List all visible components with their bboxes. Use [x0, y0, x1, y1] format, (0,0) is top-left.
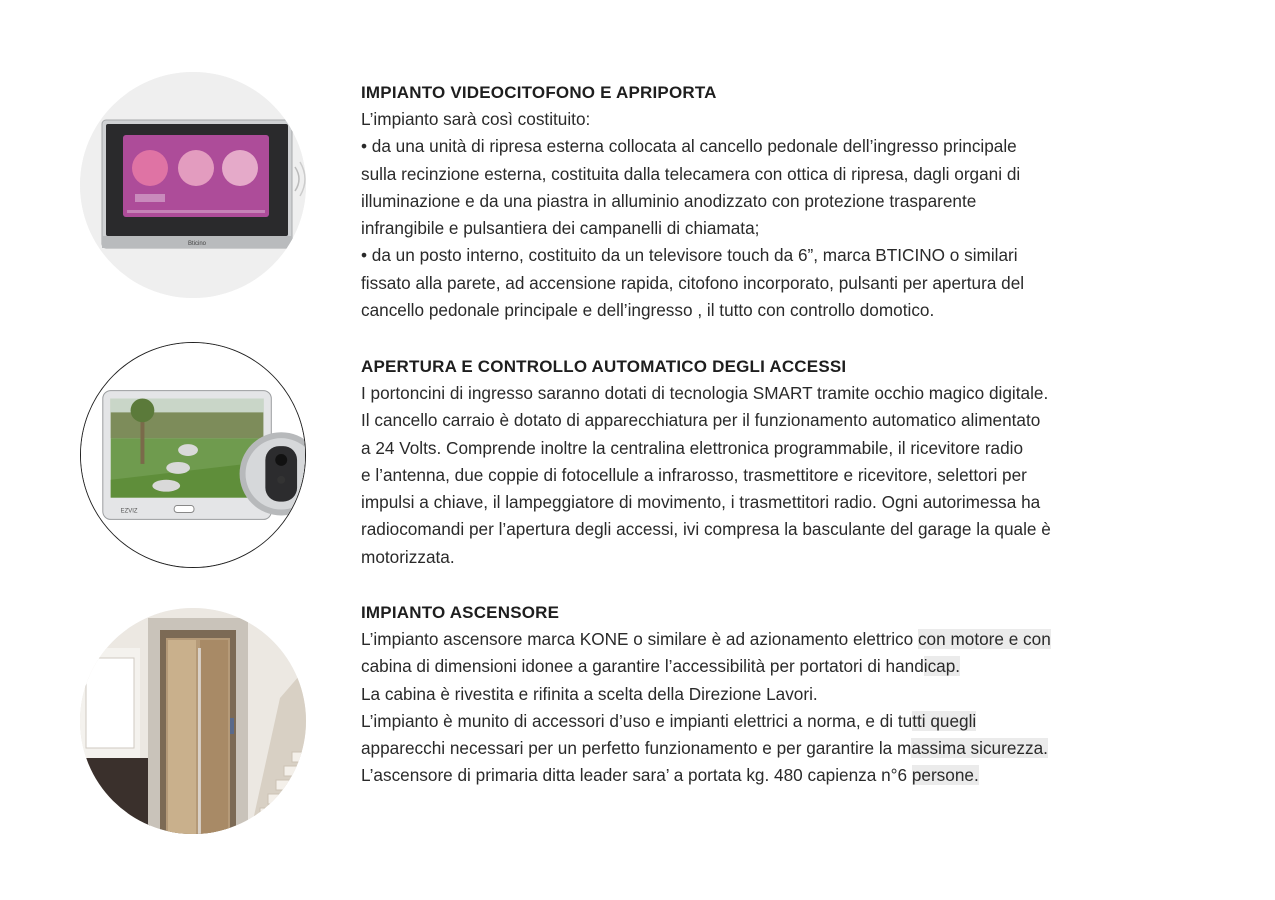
intercom-brand-logo: Bticino: [187, 241, 207, 247]
highlighted-text: persone.: [911, 765, 979, 786]
paragraph-line: I portoncini di ingresso saranno dotati di tecnologia SMART tramite occhio magico digitale.: [361, 383, 1049, 403]
section-title: IMPIANTO VIDEOCITOFONO E APRIPORTA: [361, 83, 717, 102]
paragraph-line: radiocomandi per l’apertura degli accessi, ivi compresa la basculante del garage la quale è: [361, 519, 1051, 540]
highlighted-text: tti quegli: [912, 710, 977, 731]
paragraph-line: impulsi a chiave, il lampeggiatore di movimento, i trasmettitori radio. Ogni autorimessa ha: [361, 492, 1041, 513]
paragraph-line: • da un posto interno, costituito da un televisore touch da 6”, marca BTICINO o similari: [361, 245, 1018, 266]
paragraph-line: sulla recinzione esterna, costituita dalla telecamera con ottica di ripresa, dagli organi di: [361, 163, 1021, 184]
elevator-photo: [80, 608, 306, 834]
section-text: [361, 600, 1221, 790]
section-text: [361, 354, 1221, 571]
paragraph-line: [361, 708, 1221, 735]
paragraph-line: a 24 Volts. Comprende inoltre la centralina elettronica programmabile, il ricevitore radio: [361, 437, 1024, 458]
doorviewer-brand-logo: EZVIZ: [120, 508, 138, 515]
highlighted-text: icap.: [923, 656, 961, 677]
section-text: [361, 80, 1221, 324]
paragraph-line: Il cancello carraio è dotato di apparecchiatura per il funzionamento automatico alimentato: [361, 410, 1041, 431]
paragraph-line: cancello pedonale principale e dell’ingresso , il tutto con controllo domotico.: [361, 300, 935, 321]
section-title: APERTURA E CONTROLLO AUTOMATICO DEGLI ACCESSI: [361, 357, 847, 376]
line-text: L’impianto ascensore marca KONE o similare è ad azionamento elettrico: [361, 629, 918, 649]
intercom-photo: [80, 72, 306, 298]
paragraph-line: [361, 653, 1221, 680]
paragraph-line: • da una unità di ripresa esterna collocata al cancello pedonale dell’ingresso principale: [361, 136, 1017, 157]
highlighted-text: assima sicurezza.: [911, 738, 1048, 759]
section-title: IMPIANTO ASCENSORE: [361, 603, 560, 622]
paragraph-line: L’impianto sarà così costituito:: [361, 109, 591, 129]
paragraph-line: fissato alla parete, ad accensione rapida, citofono incorporato, pulsanti per apertura del: [361, 272, 1025, 293]
paragraph-line: [361, 762, 1221, 789]
doorviewer-illustration: [81, 343, 305, 567]
line-text: apparecchi necessari per un perfetto funzionamento e per garantire la m: [361, 738, 912, 759]
paragraph-line: motorizzata.: [361, 546, 455, 567]
paragraph-line: illuminazione e da una piastra in alluminio anodizzato con protezione trasparente: [361, 190, 977, 211]
highlighted-text: con motore e con: [917, 629, 1051, 649]
paragraph-line: e l’antenna, due coppie di fotocellule a infrarosso, trasmettitore e ricevitore, selettori per: [361, 464, 1027, 485]
line-text: La cabina è rivestita e rifinita a scelta della Direzione Lavori.: [361, 683, 818, 704]
paragraph-line: infrangibile e pulsantiera dei campanelli di chiamata;: [361, 218, 760, 239]
paragraph-line: [361, 735, 1221, 762]
elevator-illustration: [80, 608, 306, 834]
intercom-illustration: [80, 72, 306, 298]
paragraph-line: [361, 626, 1221, 653]
line-text: cabina di dimensioni idonee a garantire l’accessibilità per portatori di hand: [361, 656, 924, 677]
doorviewer-photo: [80, 342, 306, 568]
line-text: L’impianto è munito di accessori d’uso e impianti elettrici a norma, e di tu: [361, 710, 913, 731]
line-text: L’ascensore di primaria ditta leader sara’ a portata kg. 480 capienza n°6: [361, 765, 912, 786]
paragraph-line: [361, 681, 1221, 708]
